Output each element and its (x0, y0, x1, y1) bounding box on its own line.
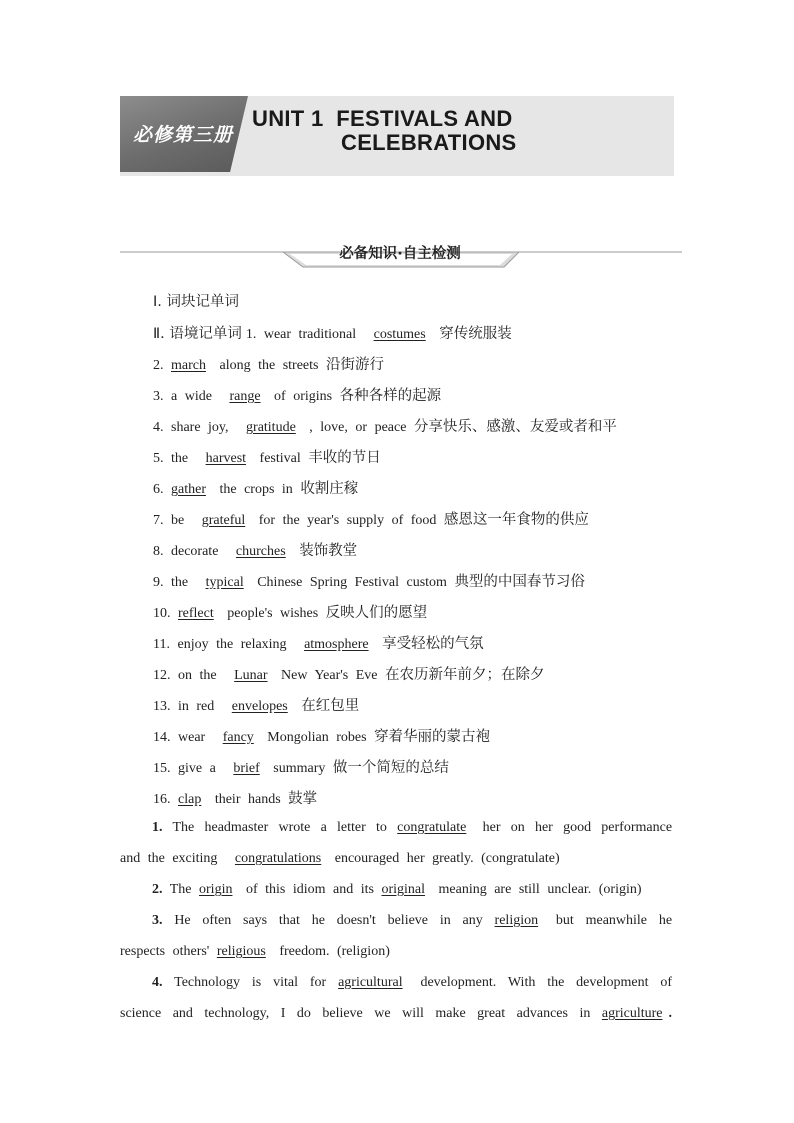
unit-title-line2: CELEBRATIONS (341, 130, 517, 155)
phrase-text: of origins (274, 389, 333, 404)
sentence-text: He often says that he doesn't believe in any (174, 913, 483, 928)
phrase-item (153, 353, 384, 374)
answer-blank[interactable]: reflect (178, 606, 214, 621)
phrase-text: give a (178, 761, 216, 776)
sentence-text: but meanwhile he (555, 913, 673, 928)
answer-blank[interactable]: original (381, 882, 426, 897)
answer-blank[interactable]: clap (178, 792, 202, 807)
chinese-meaning: 穿着华丽的蒙古袍 (374, 729, 491, 745)
phrase-number: 6. (153, 482, 164, 497)
answer-blank[interactable]: gratitude (246, 420, 296, 435)
phrase-number: 13. (153, 699, 171, 714)
chinese-meaning: 在农历新年前夕；在除夕 (385, 667, 545, 683)
sentence-text: The (169, 882, 192, 897)
chinese-meaning: 各种各样的起源 (339, 388, 442, 404)
phrase-number: 15. (153, 761, 171, 776)
phrase-item (153, 477, 358, 498)
answer-blank[interactable]: costumes (373, 327, 426, 342)
phrase-item (153, 663, 545, 684)
chinese-meaning: 典型的中国春节习俗 (454, 574, 585, 590)
answer-blank[interactable]: gather (171, 482, 206, 497)
answer-blank[interactable]: religion (494, 913, 539, 928)
phrase-text: a wide (171, 389, 212, 404)
chinese-meaning: 沿街游行 (325, 357, 384, 373)
chinese-meaning: 装饰教堂 (299, 543, 358, 559)
sentence-text: encouraged her greatly. (334, 851, 474, 866)
answer-blank[interactable]: agriculture (601, 1006, 663, 1021)
phrase-text: along the streets (219, 358, 319, 373)
phrase-number: 10. (153, 606, 171, 621)
sentence-4-line1 (120, 975, 672, 991)
sentence-number: 2. (152, 882, 163, 897)
phrase-text: enjoy the relaxing (177, 637, 287, 652)
phrase-text: for the year's supply of food (258, 513, 437, 528)
phrase-item (153, 756, 449, 777)
phrase-text: people's wishes (227, 606, 319, 621)
answer-blank[interactable]: origin (199, 882, 233, 897)
sentence-text: of this idiom and its (245, 882, 374, 897)
sentence-text: Technology is vital for (174, 975, 327, 990)
answer-blank[interactable]: churches (235, 544, 286, 559)
answer-blank[interactable]: atmosphere (304, 637, 369, 652)
phrase-item (153, 725, 490, 746)
chinese-meaning: 分享快乐、感激、友爱或者和平 (413, 419, 617, 435)
sentence-number: 3. (152, 913, 163, 928)
phrase-text: the (171, 575, 189, 590)
phrase-text: decorate (171, 544, 219, 559)
phrase-text: the crops in (219, 482, 293, 497)
part2-label: Ⅱ. 语境记单词 (153, 326, 242, 342)
phrase-text: summary (273, 761, 326, 776)
sentence-3-line1 (120, 913, 672, 929)
sentence-1-line2 (120, 851, 560, 867)
section-title: 必备知识·自主检测 (339, 246, 461, 262)
sentence-text: her on her good performance (482, 820, 673, 835)
word-hint: (religion) (336, 944, 390, 959)
phrase-text: Chinese Spring Festival custom (257, 575, 447, 590)
phrase-number: 3. (153, 389, 164, 404)
sentence-text: freedom. (279, 944, 330, 959)
answer-blank[interactable]: congratulate (397, 820, 467, 835)
phrase-item (153, 601, 427, 622)
phrase-text: Mongolian robes (267, 730, 367, 745)
phrase-number: 11. (153, 637, 170, 652)
sentence-4-line2 (120, 1006, 672, 1022)
phrase-item (153, 632, 484, 653)
answer-blank[interactable]: typical (205, 575, 244, 590)
sentence-1-line1 (120, 820, 672, 836)
phrase-text: be (171, 513, 185, 528)
sentence-2 (120, 882, 642, 898)
chinese-meaning: 收割庄稼 (300, 481, 359, 497)
chinese-meaning: 感恩这一年食物的供应 (443, 512, 589, 528)
sentence-text: and the exciting (120, 851, 218, 866)
phrase-text: , love, or peace (309, 420, 407, 435)
sentence-number: 4. (152, 975, 163, 990)
answer-blank[interactable]: congratulations (234, 851, 322, 866)
answer-blank[interactable]: religious (216, 944, 266, 959)
chinese-meaning: 丰收的节日 (308, 450, 381, 466)
chinese-meaning: 穿传统服装 (439, 326, 512, 342)
phrase-number: 9. (153, 575, 164, 590)
phrase-text: the (171, 451, 189, 466)
phrase-text: New Year's Eve (281, 668, 378, 683)
answer-blank[interactable]: range (229, 389, 261, 404)
answer-blank[interactable]: Lunar (234, 668, 268, 683)
sentence-text: science and technology, I do believe we will make great advances in (120, 1006, 591, 1021)
answer-blank[interactable]: harvest (205, 451, 247, 466)
unit-title-line1: UNIT 1 FESTIVALS AND (252, 106, 513, 131)
phrase-item (153, 570, 585, 591)
word-hint: (origin) (598, 882, 642, 897)
phrase-number: 16. (153, 792, 171, 807)
phrase-number: 5. (153, 451, 164, 466)
phrase-text: share joy, (171, 420, 229, 435)
phrase-number: 1. (245, 327, 257, 342)
phrase-item (153, 384, 441, 405)
sentence-number: 1. (152, 820, 163, 835)
phrase-number: 7. (153, 513, 164, 528)
phrase-number: 12. (153, 668, 171, 683)
part1-label: Ⅰ. 词块记单词 (153, 294, 239, 310)
phrase-number: 14. (153, 730, 171, 745)
sentence-text: The headmaster wrote a letter to (172, 820, 387, 835)
phrase-item (153, 787, 317, 808)
phrase-number: 2. (153, 358, 164, 373)
phrase-text: wear traditional (263, 327, 357, 342)
phrase-text: on the (178, 668, 217, 683)
phrase-item (153, 508, 589, 529)
chinese-meaning: 做一个简短的总结 (332, 760, 449, 776)
chinese-meaning: 反映人们的愿望 (325, 605, 428, 621)
word-hint: (congratulate) (481, 851, 560, 866)
chinese-meaning: 享受轻松的气氛 (382, 636, 484, 652)
book-tag: 必修第三册 (132, 124, 233, 146)
answer-blank[interactable]: fancy (222, 730, 254, 745)
phrase-item (153, 539, 357, 560)
phrase-item (153, 446, 381, 467)
chinese-meaning: 鼓掌 (288, 791, 318, 807)
phrase-number: 8. (153, 544, 164, 559)
phrase-number: 4. (153, 420, 164, 435)
sentence-text: . (668, 1006, 672, 1021)
sentence-3-line2 (120, 944, 390, 960)
answer-blank[interactable]: grateful (201, 513, 246, 528)
answer-blank[interactable]: envelopes (231, 699, 288, 714)
phrase-text: their hands (214, 792, 281, 807)
phrase-text: in red (178, 699, 215, 714)
sentence-text: development. With the development of (420, 975, 673, 990)
sentence-text: respects others' (120, 944, 210, 959)
phrase-text: festival (259, 451, 301, 466)
sentence-text: meaning are still unclear. (438, 882, 592, 897)
answer-blank[interactable]: agricultural (338, 975, 403, 990)
phrase-text: wear (178, 730, 206, 745)
answer-blank[interactable]: brief (233, 761, 260, 776)
phrase-item (153, 415, 617, 436)
answer-blank[interactable]: march (171, 358, 206, 373)
phrase-item (153, 322, 512, 343)
chinese-meaning: 在红包里 (301, 698, 360, 714)
phrase-item (153, 694, 359, 715)
